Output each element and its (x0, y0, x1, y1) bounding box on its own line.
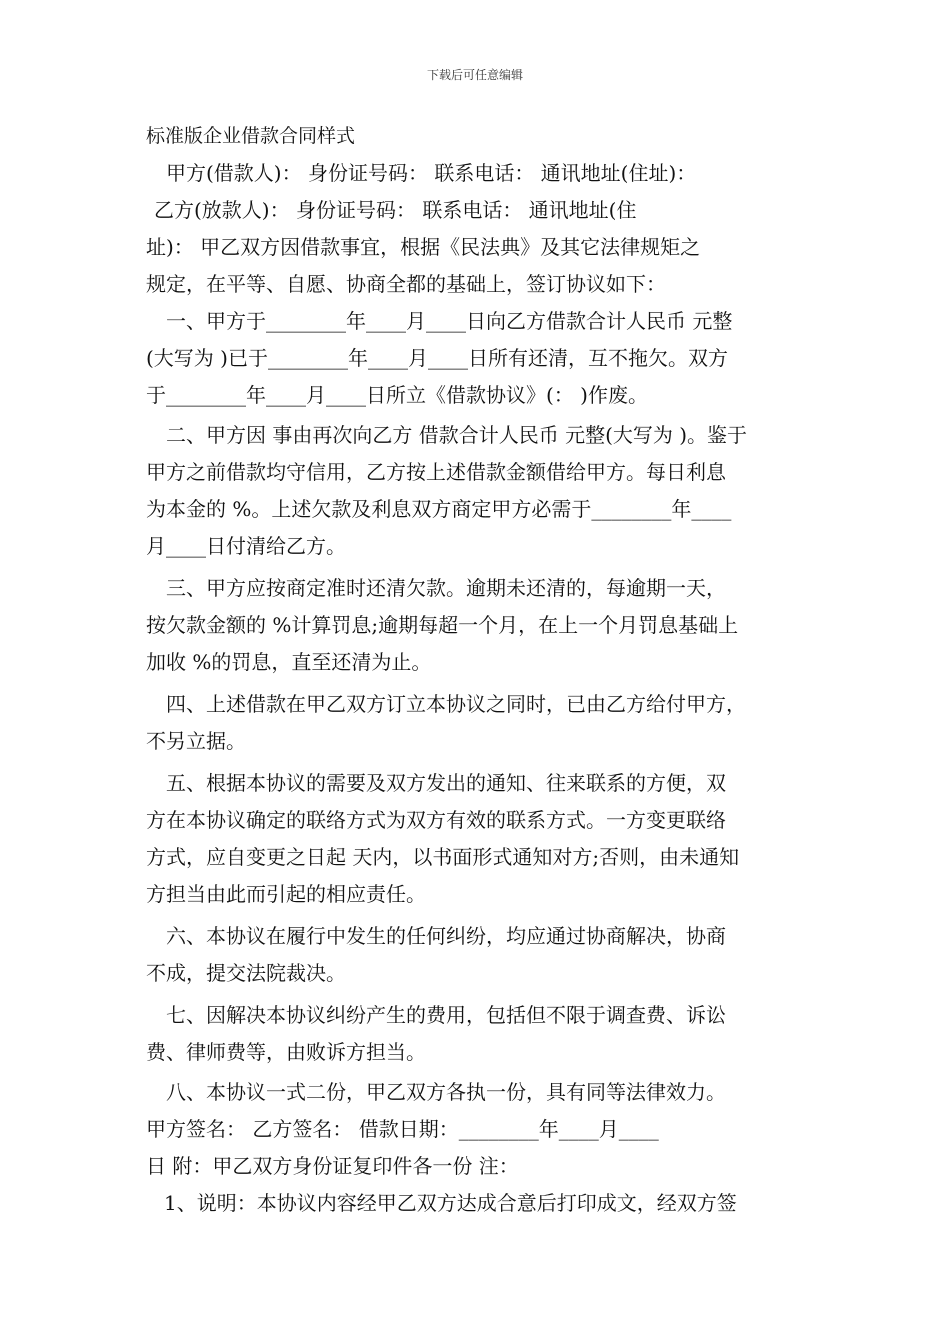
text-line: 费、律师费等，由败诉方担当。 (146, 1040, 426, 1064)
note-line: 1、说明：本协议内容经甲乙双方达成合意后打印成文，经双方签 (164, 1191, 737, 1215)
text-line: 为本金的 %。上述欠款及利息双方商定甲方必需于________年____ (146, 497, 732, 521)
text-line: 方在本协议确定的联络方式为双方有效的联系方式。一方变更联络 (146, 808, 726, 832)
text-line: 不另立据。 (146, 729, 246, 753)
text-line: 甲方之前借款均守信用，乙方按上述借款金额借给甲方。每日利息 (146, 460, 726, 484)
clause-2: 二、甲方因 事由再次向乙方 借款合计人民币 元整(大写为 )。鉴于 (166, 423, 748, 447)
clause-7: 七、因解决本协议纠纷产生的费用，包括但不限于调查费、诉讼 (166, 1003, 726, 1027)
text-line: 规定，在平等、自愿、协商全都的基础上，签订协议如下： (146, 272, 666, 296)
clause-3: 三、甲方应按商定准时还清欠款。逾期未还清的，每逾期一天， (166, 576, 726, 600)
document-body (146, 118, 811, 1222)
clause-4: 四、上述借款在甲乙双方订立本协议之同时，已由乙方给付甲方， (166, 692, 746, 716)
clause-8: 八、本协议一式二份，甲乙双方各执一份，具有同等法律效力。 (166, 1080, 726, 1104)
text-line: 方式，应自变更之日起 天内，以书面形式通知对方;否则，由未通知 (146, 845, 740, 869)
text-line: 方担当由此而引起的相应责任。 (146, 882, 426, 906)
clause-6: 六、本协议在履行中发生的任何纠纷，均应通过协商解决，协商 (166, 924, 726, 948)
text-line: 按欠款金额的 %计算罚息;逾期每超一个月，在上一个月罚息基础上 (146, 613, 739, 637)
signature-line: 甲方签名： 乙方签名： 借款日期：________年____月____ (146, 1117, 659, 1141)
text-line: 月____日付清给乙方。 (146, 534, 346, 558)
clause-5: 五、根据本协议的需要及双方发出的通知、往来联系的方便，双 (166, 771, 726, 795)
clause-1: 一、甲方于________年____月____日向乙方借款合计人民币 元整 (166, 309, 733, 333)
party-a-line: 甲方(借款人)： 身份证号码： 联系电话： 通讯地址(住址)： (166, 161, 697, 185)
text-line: 于________年____月____日所立《借款协议》(： )作废。 (146, 383, 648, 407)
text-line: 址)： 甲乙双方因借款事宜，根据《民法典》及其它法律规矩之 (146, 235, 701, 259)
document-title: 标准版企业借款合同样式 (146, 125, 356, 147)
attachment-line: 日 附：甲乙双方身份证复印件各一份 注： (146, 1154, 519, 1178)
party-b-line: 乙方(放款人)： 身份证号码： 联系电话： 通讯地址(住 (154, 198, 637, 222)
text-line: 加收 %的罚息，直至还清为止。 (146, 650, 432, 674)
page-header: 下载后可任意编辑 (426, 68, 523, 82)
text-line: 不成，提交法院裁决。 (146, 961, 346, 985)
text-line: (大写为 )已于________年____月____日所有还清，互不拖欠。双方 (146, 346, 728, 370)
